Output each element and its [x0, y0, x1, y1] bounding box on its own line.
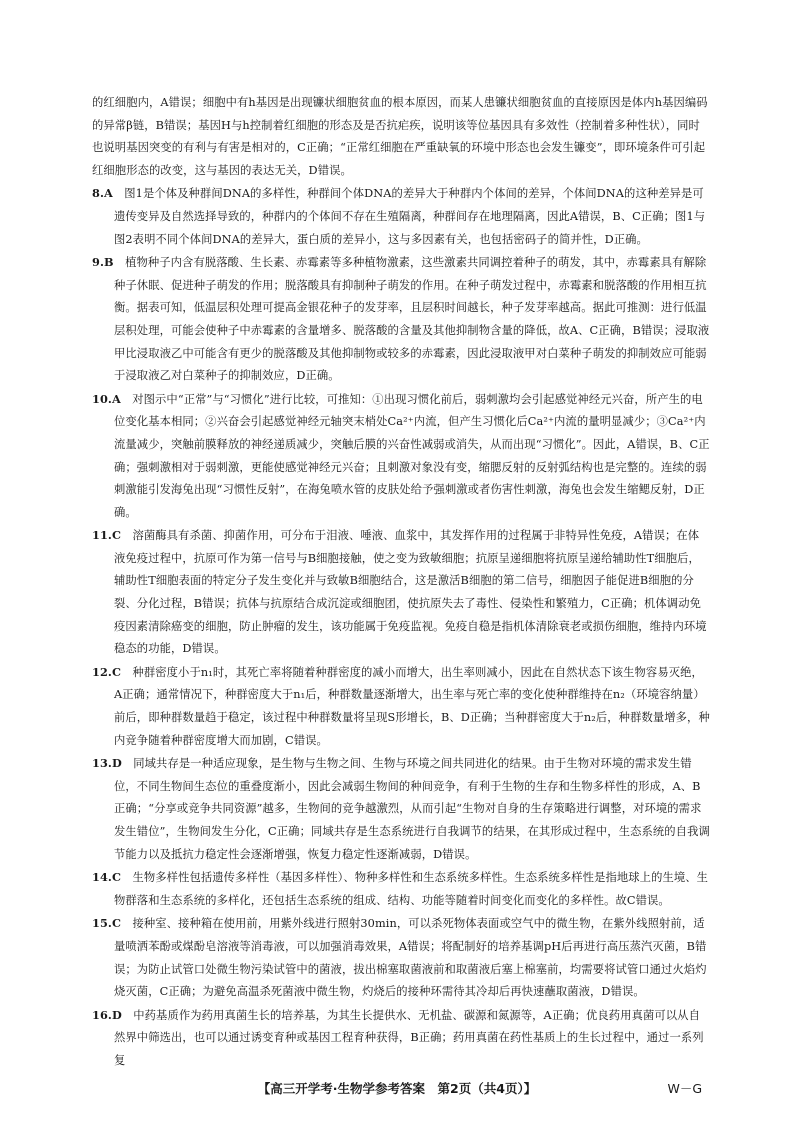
lead-paragraph: 的红细胞内，A错误；细胞中有h基因是出现镰状细胞贫血的根本原因，而某人患镰状细胞贫血的直接原因是体内h基因编码的异常β链，B错误；基因H与h控制着红细胞的形态及是否抗疟疾，说明该等位基因具有多效性（控制着多种性状），同时也说明基因突变的有利与有害是相对的，C正确；“正常红细胞在严重缺氧的环境中形态也会发生镰变”，即环境条件可引起红细胞形态的改变，这与基因的表达无关，D错误。 [92, 96, 708, 177]
item-number: 15.C [92, 916, 122, 931]
answer-item-9 [92, 251, 710, 388]
item-number: 14.C [92, 870, 122, 885]
item-text: 中药基质作为药用真菌生长的培养基，为其生长提供水、无机盐、碳源和氮源等，A正确；优良药用真菌可以从自然界中筛选出，也可以通过诱变育种或基因工程育种获得，B正确；药用真菌在药性基质上的生长过程中，通过一系列复 [114, 1008, 704, 1067]
item-text: 图1是个体及种群间DNA的多样性，种群间个体DNA的差异大于种群内个体间的差异，个体间DNA的这种差异是可遗传变异及自然选择导致的，种群内的个体间不存在生殖隔离，种群间存在地理隔离，因此A错误，B、C正确；图1与图2表明不同个体间DNA的差异大，蛋白质的差异小，这与多因素有关，也包括密码子的简并性，D正确。 [114, 187, 706, 246]
answer-item-11 [92, 524, 710, 661]
item-number: 13.D [92, 756, 122, 771]
item-number: 9.B [92, 255, 114, 270]
footer-title: 【高三开学考·生物学参考答案 第2页（共4页）】 [257, 1081, 537, 1096]
item-number: 16.D [92, 1007, 122, 1022]
item-text: 同域共存是一种适应现象，是生物与生物之间、生物与环境之间共同进化的结果。由于生物对环境的需求发生错位，不同生物间生态位的重叠度渐小，因此会减弱生物间的种间竞争，有利于生物的生存和生物多样性的形成，A、B正确；“分享或竞争共同资源”越多，生物间的竞争越激烈，从而引起“生物对自身的生存策略进行调整，对环境的需求发生错位”，生物间发生分化，C正确；同域共存是生态系统进行自我调节的结果，在其形成过程中，生态系统的自我调节能力以及抵抗力稳定性会逐渐增强，恢复力稳定性逐渐减弱，D错误。 [114, 757, 710, 861]
item-number: 8.A [92, 186, 113, 201]
answer-item-13 [92, 752, 710, 866]
answer-item-15 [92, 912, 710, 1003]
answer-item-14 [92, 866, 710, 912]
item-text: 生物多样性包括遗传多样性（基因多样性）、物种多样性和生态系统多样性。生态系统多样性是指地球上的生境、生物群落和生态系统的多样化，还包括生态系统的组成、结构、功能等随着时间变化而变化的多样性。故C错误。 [114, 871, 709, 907]
item-number: 12.C [92, 664, 122, 679]
item-number: 11.C [92, 528, 122, 543]
item-text: 溶菌酶具有杀菌、抑菌作用，可分布于泪液、唾液、血浆中，其发挥作用的过程属于非特异性免疫，A错误；在体液免疫过程中，抗原可作为第一信号与B细胞接触，使之变为致敏细胞；抗原呈递细胞将抗原呈递给辅助性T细胞后，辅助性T细胞表面的特定分子发生变化并与致敏B细胞结合，这是激活B细胞的第二信号，细胞因子能促进B细胞的分裂、分化过程，B错误；抗体与抗原结合成沉淀或细胞团，使抗原失去了毒性、侵染性和繁殖力，C正确；机体调动免疫因素清除癌变的细胞，防止肿瘤的发生，该功能属于免疫监视。免疫自稳是指机体清除衰老或损伤细胞，维持内环境稳态的功能，D错误。 [114, 529, 707, 656]
item-number: 10.A [92, 391, 121, 406]
item-text: 对图示中“正常”与“习惯化”进行比较，可推知：①出现习惯化前后，弱刺激均会引起感觉神经元兴奋，所产生的电位变化基本相同；②兴奋会引起感觉神经元轴突末梢处Ca²⁺内流，但产生习惯化后Ca²⁺内流的量明显减少；③Ca²⁺内流量减少，突触前膜释放的神经递质减少，突触后膜的兴奋性减弱或消失，从而出现“习惯化”。因此，A错误，B、C正确；强刺激相对于弱刺激，更能使感觉神经元兴奋；且刺激对象没有变，缩腮反射的反射弧结构也是完整的。连续的弱刺激能引发海兔出现“习惯性反射”，在海兔喷水管的皮肤处给予强刺激或者伤害性刺激，海兔也会发生缩鳃反射，D正确。 [114, 392, 710, 519]
item-text: 接种室、接种箱在使用前，用紫外线进行照射30min，可以杀死物体表面或空气中的微生物，在紫外线照射前，适量喷洒苯酚或煤酚皂溶液等消毒液，可以加强消毒效果，A错误；将配制好的培养基调pH后再进行高压蒸汽灭菌，B错误；为防止试管口处微生物污染试管中的菌液，拔出棉塞取菌液前和取菌液后塞上棉塞前，均需要将试管口通过火焰灼烧灭菌，C正确；为避免高温杀死菌液中微生物，灼烧后的接种环需待其冷却后再快速蘸取菌液，D错误。 [114, 917, 707, 999]
answer-content [92, 92, 710, 1073]
footer-code: W－G [667, 1081, 702, 1096]
answer-item-8 [92, 182, 710, 251]
answer-item-12 [92, 661, 710, 752]
page-footer [0, 1077, 794, 1101]
item-text: 植物种子内含有脱落酸、生长素、赤霉素等多种植物激素，这些激素共同调控着种子的萌发，其中，赤霉素具有解除种子休眠、促进种子萌发的作用；脱落酸具有抑制种子萌发的作用。在种子萌发过程中，赤霉素和脱落酸的作用相互抗衡。据表可知，低温层积处理可提高金银花种子的发芽率，且层积时间越长，种子发芽率越高。据此可推测：进行低温层积处理，可能会使种子中赤霉素的含量增多、脱落酸的含量及其他抑制物含量的降低，故A、C正确，B错误；浸取液甲比浸取液乙中可能含有更少的脱落酸及其他抑制物或较多的赤霉素，因此浸取液甲对白菜种子萌发的抑制效应可能弱于浸取液乙对白菜种子的抑制效应，D正确。 [114, 256, 710, 383]
item-text: 种群密度小于n₁时，其死亡率将随着种群密度的减小而增大，出生率则减小，因此在自然状态下该生物容易灭绝，A正确；通常情况下，种群密度大于n₁后，种群数量逐渐增大，出生率与死亡率的变化使种群维持在n₂（环境容纳量）前后，即种群数量趋于稳定，该过程中种群数量将呈现S形增长，B、D正确；当种群密度大于n₂后，种群数量增多，种内竞争随着种群密度增大而加剧，C错误。 [114, 665, 710, 747]
answer-item-10 [92, 388, 710, 525]
answer-item-16 [92, 1004, 710, 1073]
